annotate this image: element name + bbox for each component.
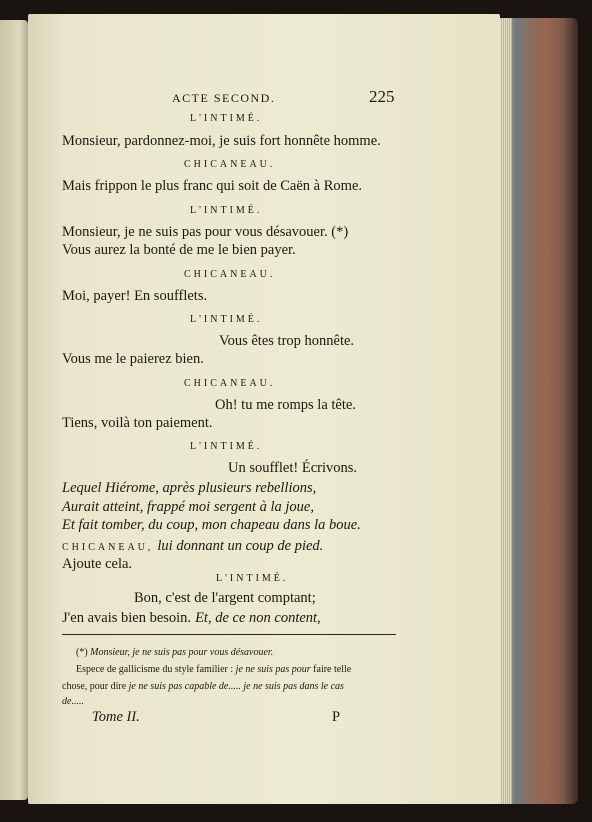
verse-line: Ajoute cela.	[62, 556, 133, 572]
footnote-marker: (*)	[76, 647, 88, 658]
speaker-label: CHICANEAU.	[184, 378, 276, 389]
verse-segment-italic: Et, de ce non content,	[195, 610, 321, 626]
verse-line: Vous êtes trop honnête.	[219, 333, 355, 349]
speaker-with-stage-direction	[62, 538, 323, 554]
page-number: 225	[369, 87, 395, 106]
verse-line: Tiens, voilà ton paiement.	[62, 415, 213, 431]
footnote-line	[62, 682, 344, 692]
footnote-line: de.....	[62, 696, 84, 707]
gathering-mark: P	[332, 709, 341, 725]
footnote-line	[76, 665, 351, 675]
verse-line: Monsieur, pardonnez-moi, je suis fort honnête homme.	[62, 133, 381, 149]
verse-line-italic: Aurait atteint, frappé moi sergent à la joue,	[62, 499, 314, 515]
speaker-label: L'INTIMÉ.	[190, 314, 263, 325]
footnote-italic: je ne suis pas pour	[235, 664, 311, 675]
footnote-text: chose, pour dire	[62, 681, 127, 692]
stage-direction: lui donnant un coup de pied.	[157, 538, 324, 554]
speaker-label: CHICANEAU.	[184, 269, 276, 280]
verse-line: Moi, payer! En soufflets.	[62, 288, 208, 304]
verse-line: Vous aurez la bonté de me le bien payer.	[62, 242, 296, 258]
verse-line-italic: Lequel Hiérome, après plusieurs rebellions,	[62, 480, 317, 496]
footnote-text: faire telle	[313, 664, 352, 675]
speaker-label: L'INTIMÉ.	[190, 113, 263, 124]
speaker-label: L'INTIMÉ.	[190, 205, 263, 216]
speaker-label: L'INTIMÉ.	[190, 441, 263, 452]
verse-line-mixed	[62, 610, 321, 626]
footnote-text: Espece de gallicisme du style familier :	[76, 664, 234, 675]
verse-line: Vous me le paierez bien.	[62, 351, 204, 367]
speaker-label: CHICANEAU,	[62, 542, 154, 553]
footnote-line	[76, 648, 273, 658]
running-header: ACTE SECOND.	[172, 91, 276, 105]
facing-page-edge	[0, 20, 28, 800]
verse-segment: J'en avais bien besoin.	[62, 610, 192, 626]
verse-line: Bon, c'est de l'argent comptant;	[134, 590, 316, 606]
verse-line: Un soufflet! Écrivons.	[228, 460, 357, 476]
verse-line: Monsieur, je ne suis pas pour vous désavouer. (*)	[62, 224, 349, 240]
volume-signature: Tome II.	[92, 709, 140, 725]
speaker-label: L'INTIMÉ.	[216, 573, 289, 584]
footnote-rule	[62, 634, 396, 635]
verse-line: Mais frippon le plus franc qui soit de Caën à Rome.	[62, 178, 363, 194]
verse-line-italic: Et fait tomber, du coup, mon chapeau dans la boue.	[62, 517, 361, 533]
speaker-label: CHICANEAU.	[184, 159, 276, 170]
footnote-quote: Monsieur, je ne suis pas pour vous désavouer.	[90, 647, 274, 658]
verse-line: Oh! tu me romps la tête.	[215, 397, 356, 413]
footnote-italic: je ne suis pas capable de..... je ne suis pas dans le cas	[128, 681, 344, 692]
